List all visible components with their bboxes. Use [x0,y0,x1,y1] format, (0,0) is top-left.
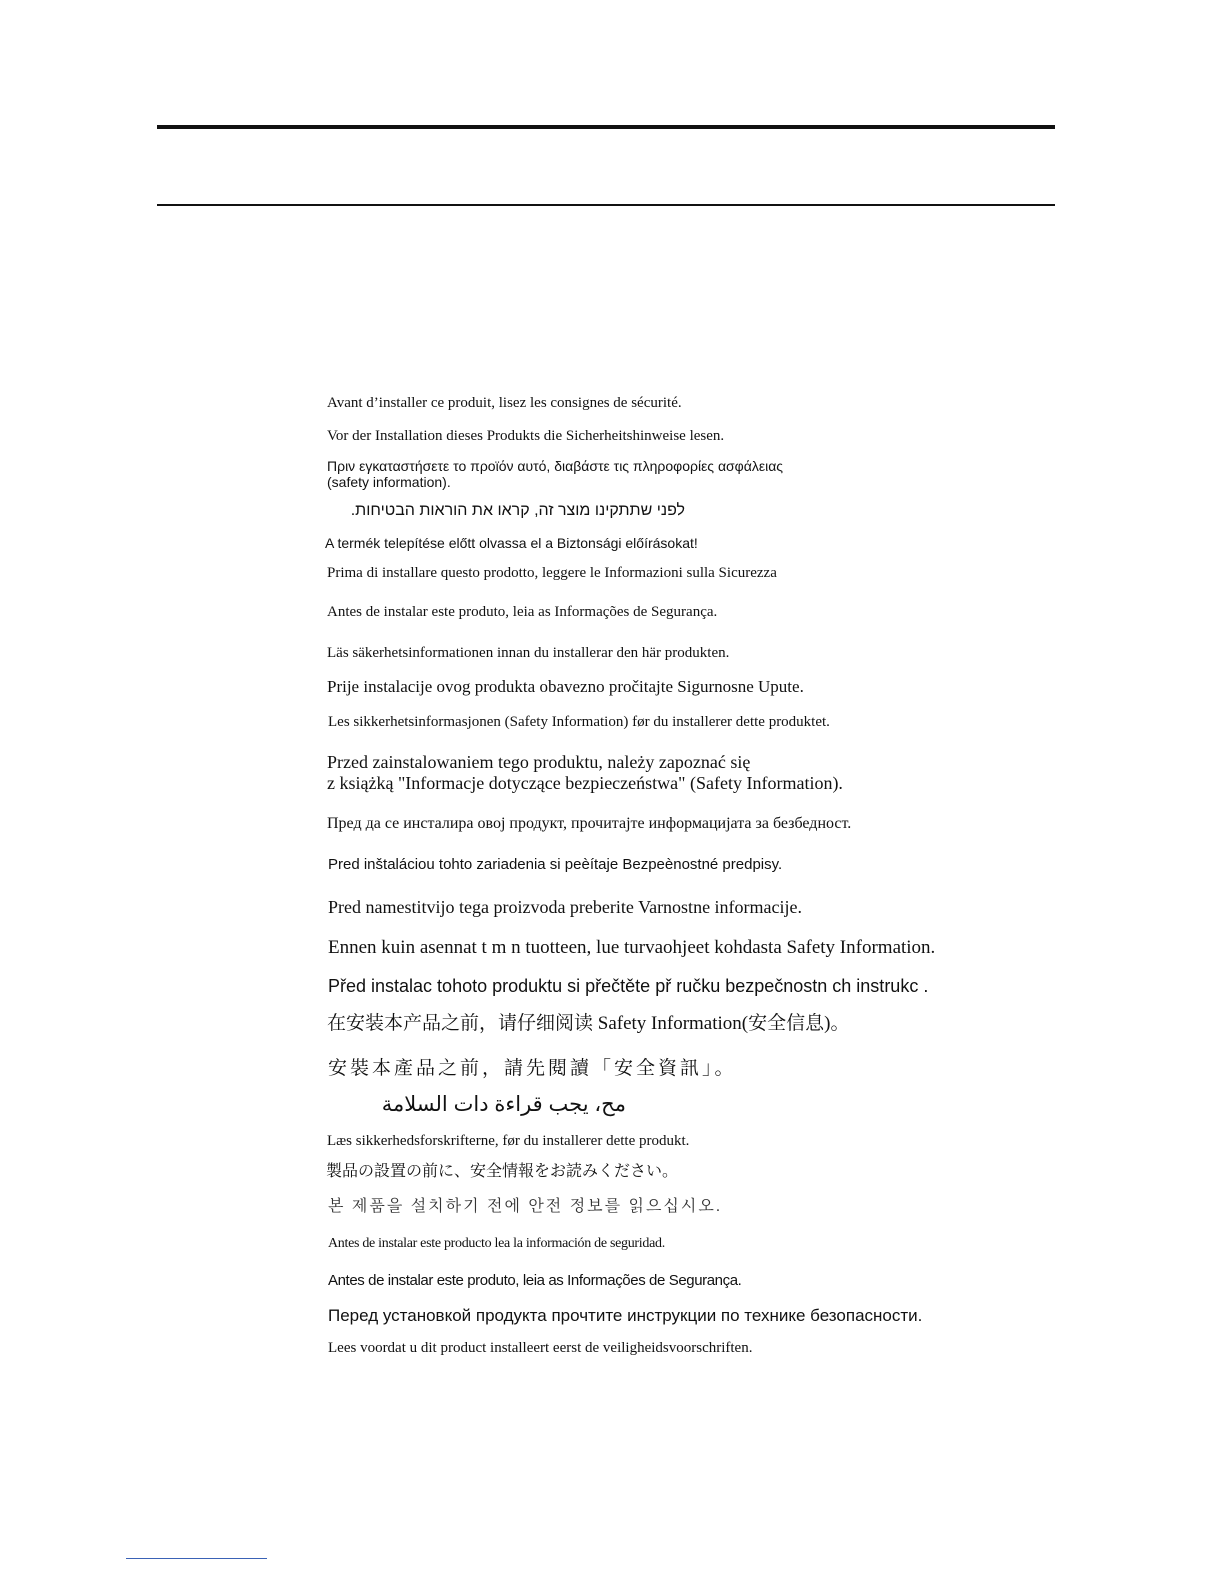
top-rule [157,125,1055,129]
notice-greek-line1: Πριν εγκαταστήσετε το προϊόν αυτό, διαβάστε τις πληροφορίες ασφάλειας [327,458,784,474]
notice-norwegian: Les sikkerhetsinformasjonen (Safety Information) før du installerer dette produktet. [328,714,830,730]
notice-portuguese: Antes de instalar este produto, leia as Informações de Segurança. [328,1272,742,1289]
notice-arabic: مح، يجب قراءة دات السلامة [381,1093,626,1116]
notice-chinese-simplified: 在安装本产品之前，请仔细阅读 Safety Information(安全信息)。 [327,1013,850,1034]
footer-rule [126,1558,267,1559]
notice-italian: Prima di installare questo prodotto, leggere le Informazioni sulla Sicurezza [327,565,777,581]
notice-korean: 본 제품을 설치하기 전에 안전 정보를 읽으십시오. [328,1198,723,1215]
notice-portuguese-brazil: Antes de instalar este produto, leia as Informações de Segurança. [327,604,718,620]
notice-slovenian: Pred namestitvijo tega proizvoda preberite Varnostne informacije. [328,897,803,917]
notice-german: Vor der Installation dieses Produkts die Sicherheitshinweise lesen. [327,428,725,444]
notice-greek-line2: (safety information). [327,474,451,490]
notice-french: Avant d’installer ce produit, lisez les consignes de sécurité. [327,395,682,411]
notice-spanish: Antes de instalar este producto lea la información de seguridad. [328,1236,665,1251]
notice-finnish: Ennen kuin asennat t m n tuotteen, lue turvaohjeet kohdasta Safety Information. [328,937,936,958]
notice-swedish: Läs säkerhetsinformationen innan du installerar den här produkten. [327,645,730,661]
notice-hebrew: לפני שתתקינו מוצר זה, קראו את הוראות הבטיחות. [350,502,685,519]
header-bottom-rule [157,204,1055,206]
notice-czech: Před instalac tohoto produktu si přečtěte př ručku bezpečnostn ch instrukc . [328,976,929,996]
notice-chinese-traditional: 安裝本產品之前，請先閱讀「安全資訊」。 [328,1058,737,1079]
notice-croatian: Prije instalacije ovog produkta obavezno pročitajte Sigurnosne Upute. [327,677,804,696]
notice-hungarian: A termék telepítése előtt olvassa el a Biztonsági előírásokat! [325,535,698,551]
notice-polish-line1: Przed zainstalowaniem tego produktu, należy zapoznać się [327,752,751,772]
notice-russian: Перед установкой продукта прочтите инструкции по технике безопасности. [328,1306,923,1325]
notice-polish-line2: z książką "Informacje dotyczące bezpieczeństwa" (Safety Information). [327,773,843,793]
notice-dutch: Lees voordat u dit product installeert eerst de veiligheidsvoorschriften. [328,1340,753,1356]
notice-danish: Læs sikkerhedsforskrifterne, før du installerer dette produkt. [327,1133,690,1149]
notice-slovak: Pred inštaláciou tohto zariadenia si peèítaje Bezpeènostné predpisy. [328,856,783,873]
notice-macedonian: Пред да се инсталира овој продукт, прочитајте информацијата за безбедност. [327,815,852,832]
notice-japanese: 製品の設置の前に、安全情報をお読みください。 [326,1163,679,1180]
